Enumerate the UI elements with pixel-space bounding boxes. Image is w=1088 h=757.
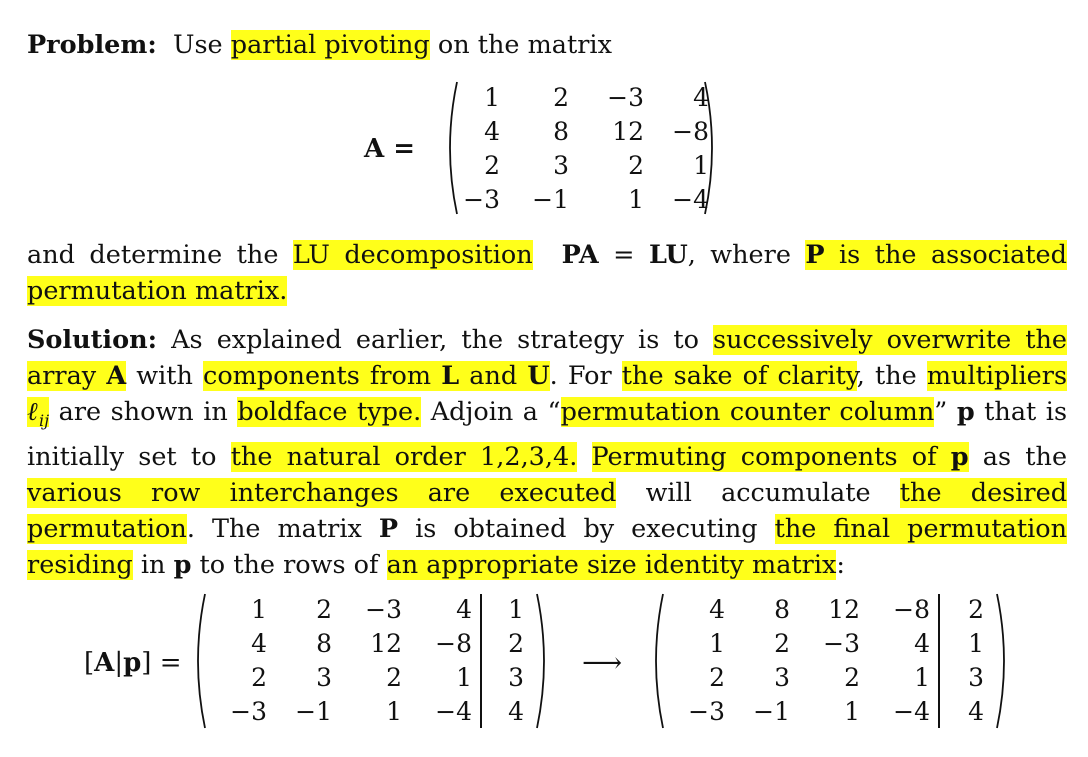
left-matrix-cell-r4-c3: 1: [386, 697, 402, 726]
formula-lu: LU: [648, 240, 688, 270]
right-matrix-cell-r4-c3: 1: [844, 697, 860, 726]
matrix-a-label: A =: [364, 134, 416, 164]
right-matrix-cell-r3-c1: 2: [709, 663, 725, 692]
augmented-matrix-right: [646, 592, 1016, 730]
matrix-a-cell-r1-c3: −3: [607, 83, 644, 112]
highlight-boldface-type: boldface type.: [237, 397, 422, 427]
right-matrix-cell-r1-c4: −8: [893, 595, 930, 624]
arrow: ⟶: [582, 646, 623, 679]
right-matrix-cell-r2-c2: 2: [774, 629, 790, 658]
right-matrix-cell-r1-c2: 8: [774, 595, 790, 624]
left-matrix-cell-r4-c4: −4: [435, 697, 472, 726]
left-matrix-cell-r3-c4: 1: [456, 663, 472, 692]
right-matrix-cell-r2-c3: −3: [823, 629, 860, 658]
right-matrix-cell-r1-c5: 2: [968, 595, 984, 624]
problem-line-2: [27, 237, 1067, 309]
left-matrix-cell-r3-c2: 3: [316, 663, 332, 692]
highlight-lu-decomposition: LU decomposition: [292, 240, 533, 270]
highlight-final-permutation: the final permutation residing: [27, 514, 1068, 581]
problem-text-4: , where: [687, 240, 791, 270]
right-matrix-cell-r3-c2: 3: [774, 663, 790, 692]
problem-label: Problem:: [27, 30, 157, 60]
right-matrix-cell-r4-c5: 4: [968, 697, 984, 726]
left-matrix-cell-r4-c1: −3: [230, 697, 267, 726]
right-matrix-cell-r2-c5: 1: [968, 629, 984, 658]
problem-line-1: [27, 27, 1067, 63]
right-matrix-cell-r2-c1: 1: [709, 629, 725, 658]
left-matrix-cell-r1-c2: 2: [316, 595, 332, 624]
left-matrix-cell-r2-c1: 4: [251, 629, 267, 658]
left-matrix-cell-r1-c3: −3: [365, 595, 402, 624]
right-matrix-left-paren: [646, 592, 666, 730]
matrix-a-cell-r2-c3: 12: [612, 117, 644, 146]
left-matrix-cell-r3-c1: 2: [251, 663, 267, 692]
highlight-p-associated: P is the associated permutation matrix.: [27, 240, 1067, 306]
highlight-row-interchanges: various row interchanges are executed: [27, 478, 617, 509]
right-matrix-cell-r3-c4: 1: [914, 663, 930, 692]
left-matrix-cell-r2-c2: 8: [316, 629, 332, 658]
matrix-a-cell-r2-c2: 8: [553, 117, 569, 146]
matrix-a-cell-r1-c1: 1: [484, 83, 500, 112]
formula-pa: PA: [561, 240, 599, 270]
solution-paragraph: Solution: As explained earlier, the strategy is to successively overwrite the array A with components from L and U. For the sake of clarity, the multipliers ℓ$_{ij}$ are shown in boldface type. Adjoin a “permutation counter column” p that is initially set to the natural order 1,2,3,4. Permuting components of p as the various row interchanges are executed will accumulate the desired permutation. The matrix P is obtained by executing the final permutation residing in p to the rows of an appropriate size identity matrix:: [27, 325, 1068, 581]
left-matrix-cell-r2-c4: −8: [435, 629, 472, 658]
right-matrix-cell-r2-c4: 4: [914, 629, 930, 658]
matrix-a-cell-r2-c1: 4: [484, 117, 500, 146]
matrix-a-cell-r3-c2: 3: [553, 151, 569, 180]
highlight-permutation-counter-column: permutation counter column: [560, 397, 935, 427]
highlight-desired-permutation: the desired permutation: [27, 478, 1068, 545]
matrix-a: [440, 80, 720, 216]
left-matrix-left-paren: [188, 592, 208, 730]
right-matrix-cell-r1-c3: 12: [828, 595, 860, 624]
highlight-overwrite-array: successively overwrite the array A: [27, 325, 1067, 391]
right-matrix-right-paren: [994, 592, 1014, 730]
problem-text-2: on the matrix: [437, 30, 612, 60]
highlight-partial-pivoting: partial pivoting: [230, 30, 430, 60]
left-matrix-cell-r2-c5: 2: [508, 629, 524, 658]
highlight-sake-of-clarity: the sake of clarity: [621, 361, 857, 391]
highlight-identity-matrix: an appropriate size identity matrix: [386, 550, 837, 581]
left-matrix-cell-r2-c3: 12: [370, 629, 402, 658]
solution-label: Solution:: [27, 325, 158, 355]
augmented-label: [A|p] =: [84, 648, 182, 678]
right-matrix-cell-r4-c4: −4: [893, 697, 930, 726]
matrix-a-cell-r4-c3: 1: [628, 185, 644, 214]
matrix-a-cell-r3-c4: 1: [693, 151, 709, 180]
matrix-a-cell-r1-c4: 4: [693, 83, 709, 112]
right-matrix-cell-r1-c1: 4: [709, 595, 725, 624]
left-matrix-cell-r4-c5: 4: [508, 697, 524, 726]
highlight-multipliers: multipliers ℓ$_{ij}$: [27, 361, 1068, 431]
left-matrix-cell-r3-c3: 2: [386, 663, 402, 692]
left-matrix-cell-r1-c1: 1: [251, 595, 267, 624]
matrix-a-cell-r3-c3: 2: [628, 151, 644, 180]
highlight-permuting-components: Permuting components of p: [591, 442, 969, 473]
matrix-a-cell-r4-c4: −4: [672, 185, 709, 214]
right-matrix-cell-r3-c3: 2: [844, 663, 860, 692]
highlight-components-l-u: components from L and U: [203, 361, 550, 391]
left-matrix-cell-r3-c5: 3: [508, 663, 524, 692]
matrix-a-cell-r2-c4: −8: [672, 117, 709, 146]
augmented-matrix-left: [188, 592, 554, 730]
right-matrix-cell-r4-c1: −3: [688, 697, 725, 726]
formula-equals: =: [613, 240, 635, 270]
matrix-a-cell-r3-c1: 2: [484, 151, 500, 180]
highlight-natural-order: the natural order 1,2,3,4.: [230, 442, 578, 473]
right-matrix-cell-r4-c2: −1: [753, 697, 790, 726]
problem-text-1: Use: [172, 30, 223, 60]
left-matrix-cell-r4-c2: −1: [295, 697, 332, 726]
left-matrix-cell-r1-c5: 1: [508, 595, 524, 624]
matrix-a-cell-r4-c2: −1: [532, 185, 569, 214]
right-matrix-cell-r3-c5: 3: [968, 663, 984, 692]
matrix-a-cell-r1-c2: 2: [553, 83, 569, 112]
left-matrix-right-paren: [534, 592, 554, 730]
left-matrix-cell-r1-c4: 4: [456, 595, 472, 624]
matrix-a-cell-r4-c1: −3: [463, 185, 500, 214]
problem-text-3: and determine the: [27, 240, 279, 270]
